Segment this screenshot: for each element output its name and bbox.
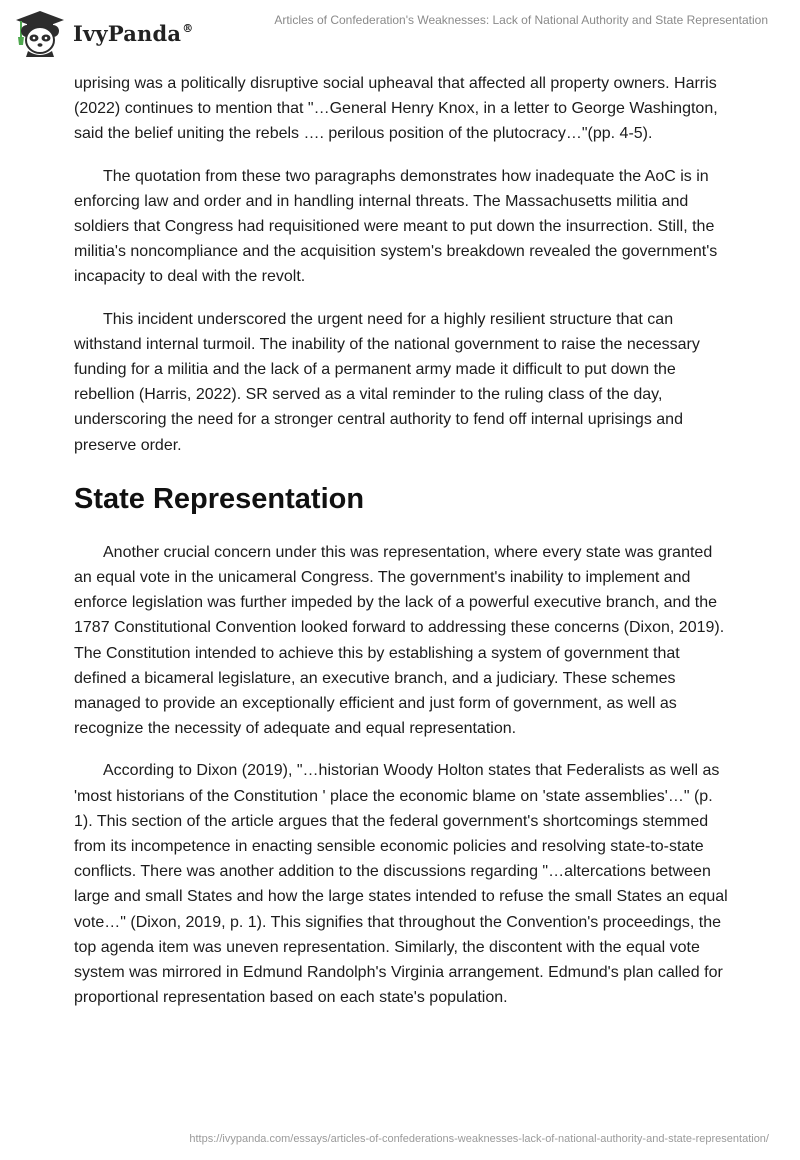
- section-heading: State Representation: [74, 482, 365, 515]
- paragraph-continued: uprising was a politically disruptive social upheaval that affected all property owners. Harris (2022) continues to mention that "…General Henry Knox, in a letter to George Washington, said the belief uniting the rebels …. perilous position of the plutocracy…"(pp. 4-5).: [74, 75, 718, 143]
- source-url[interactable]: https://ivypanda.com/essays/articles-of-confederations-weaknesses-lack-of-national-authority-and-state-representation/: [189, 1133, 769, 1145]
- document-title: Articles of Confederation's Weaknesses: Lack of National Authority and State Representation: [274, 13, 768, 27]
- logo-wordmark: [73, 21, 193, 46]
- ivypanda-logo[interactable]: [13, 8, 193, 58]
- paragraph: The quotation from these two paragraphs demonstrates how inadequate the AoC is in enforcing law and order and in handling internal threats. The Massachusetts militia and soldiers that Congress had requisitioned were meant to put down the insurrection. Still, the militia's noncompliance and the acquisition system's breakdown revealed the government's incapacity to deal with the revolt.: [74, 167, 718, 286]
- logo-text: IvyPanda: [73, 20, 182, 46]
- registered-mark: ®: [182, 21, 194, 35]
- paragraph: According to Dixon (2019), "…historian Woody Holton states that Federalists as well as 'most historians of the Constitution ' place the economic blame on 'state assemblies'…" (p. 1). This section of the article argues that the federal government's shortcomings stemmed from its incompetence in enacting sensible economic policies and resolving state-to-state conflicts. There was another addition to the discussions regarding "…altercations between large and small States and how the large states intended to refuse the small States an equal vote…" (Dixon, 2019, p. 1). This signifies that throughout the Convention's proceedings, the top agenda item was uneven representation. Similarly, the discontent with the equal vote system was mirrored in Edmund Randolph's Virginia arrangement. Edmund's plan called for proportional representation based on each state's population.: [74, 762, 728, 1007]
- paragraph: This incident underscored the urgent need for a highly resilient structure that can withstand internal turmoil. The inability of the national government to raise the necessary funding for a militia and the lack of a permanent army made it difficult to put down the rebellion (Harris, 2022). SR served as a vital reminder to the ruling class of the day, underscoring the need for a stronger central authority to fend off internal uprisings and preserve order.: [74, 310, 700, 454]
- page-header: [0, 0, 800, 70]
- panda-graduate-icon: [13, 9, 67, 57]
- essay-body: [74, 71, 734, 1028]
- paragraph: Another crucial concern under this was representation, where every state was granted an equal vote in the unicameral Congress. The government's inability to implement and enforce legislation was further impeded by the lack of a powerful executive branch, and the 1787 Constitutional Convention looked forward to addressing these concerns (Dixon, 2019). The Constitution intended to achieve this by establishing a system of government that defined a bicameral legislature, an executive branch, and a judiciary. These schemes managed to provide an exceptionally efficient and just form of government, as well as recognize the necessity of adequate and equal representation.: [74, 543, 725, 738]
